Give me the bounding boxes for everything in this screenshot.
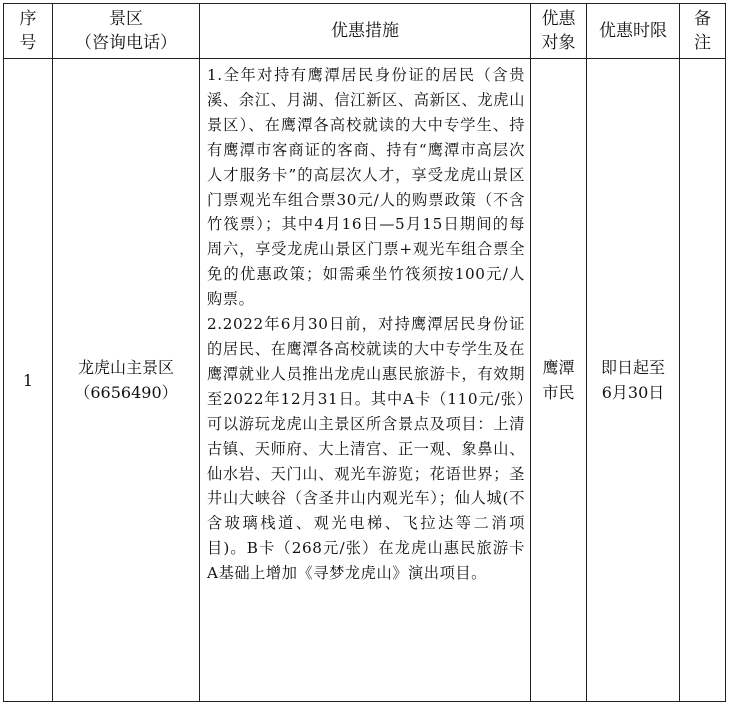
header-measures: 优惠措施	[200, 4, 531, 59]
row-target-line1: 鹰潭	[542, 358, 575, 377]
row-measures	[200, 59, 531, 702]
row-period-line2: 6月30日	[601, 383, 665, 402]
row-target	[531, 59, 587, 702]
header-period: 优惠时限	[587, 4, 680, 59]
measure-item-1: 1.全年对持有鹰潭居民身份证的居民（含贵溪、余江、月湖、信江新区、高新区、龙虎山景区）、在鹰潭各高校就读的大中专学生、持有鹰潭市客商证的客商、持有“鹰潭市高层次人才服务卡”的高层次人才，享受龙虎山景区门票观光车组合票30元/人的购票政策（不含竹筏票）；其中4月16日—5月15日期间的每周六，享受龙虎山景区门票+观光车组合票全免的优惠政策；如需乘坐竹筏须按100元/人购票。	[207, 66, 525, 309]
header-remark	[680, 4, 726, 59]
header-target-line2: 对象	[541, 33, 576, 53]
header-row	[4, 4, 726, 59]
header-target	[531, 4, 587, 59]
promotion-table	[3, 3, 726, 702]
row-period-line1: 即日起至	[600, 358, 665, 377]
row-remark	[680, 59, 726, 702]
header-area-line2: （咨询电话）	[75, 33, 177, 53]
row-area-phone: （6656490）	[74, 383, 178, 402]
header-remark-line2: 注	[694, 33, 711, 53]
row-area	[53, 59, 200, 702]
table-row	[4, 59, 726, 702]
header-area	[53, 4, 200, 59]
header-target-line1: 优惠	[541, 9, 576, 29]
row-target-line2: 市民	[542, 383, 575, 402]
header-area-line1: 景区	[109, 9, 143, 29]
header-seq-line1: 序	[19, 9, 37, 29]
header-seq	[4, 4, 53, 59]
row-seq: 1	[4, 59, 53, 702]
header-remark-line1: 备	[694, 9, 711, 29]
row-area-name: 龙虎山主景区	[77, 358, 174, 377]
row-period	[587, 59, 680, 702]
measure-item-2: 2.2022年6月30日前，对持鹰潭居民身份证的居民、在鹰潭各高校就读的大中专学生及在鹰潭就业人员推出龙虎山惠民旅游卡，有效期至2022年12月31日。其中A卡（110元/张）可以游玩龙虎山主景区所含景点及项目：上清古镇、天师府、大上清宫、正一观、象鼻山、仙水岩、天门山、观光车游览；花语世界；圣井山大峡谷（含圣井山内观光车）；仙人城(不含玻璃栈道、观光电梯、飞拉达等二消项目)。B卡（268元/张）在龙虎山惠民旅游卡A基础上增加《寻梦龙虎山》演出项目。	[207, 315, 525, 583]
header-seq-line2: 号	[19, 33, 37, 53]
